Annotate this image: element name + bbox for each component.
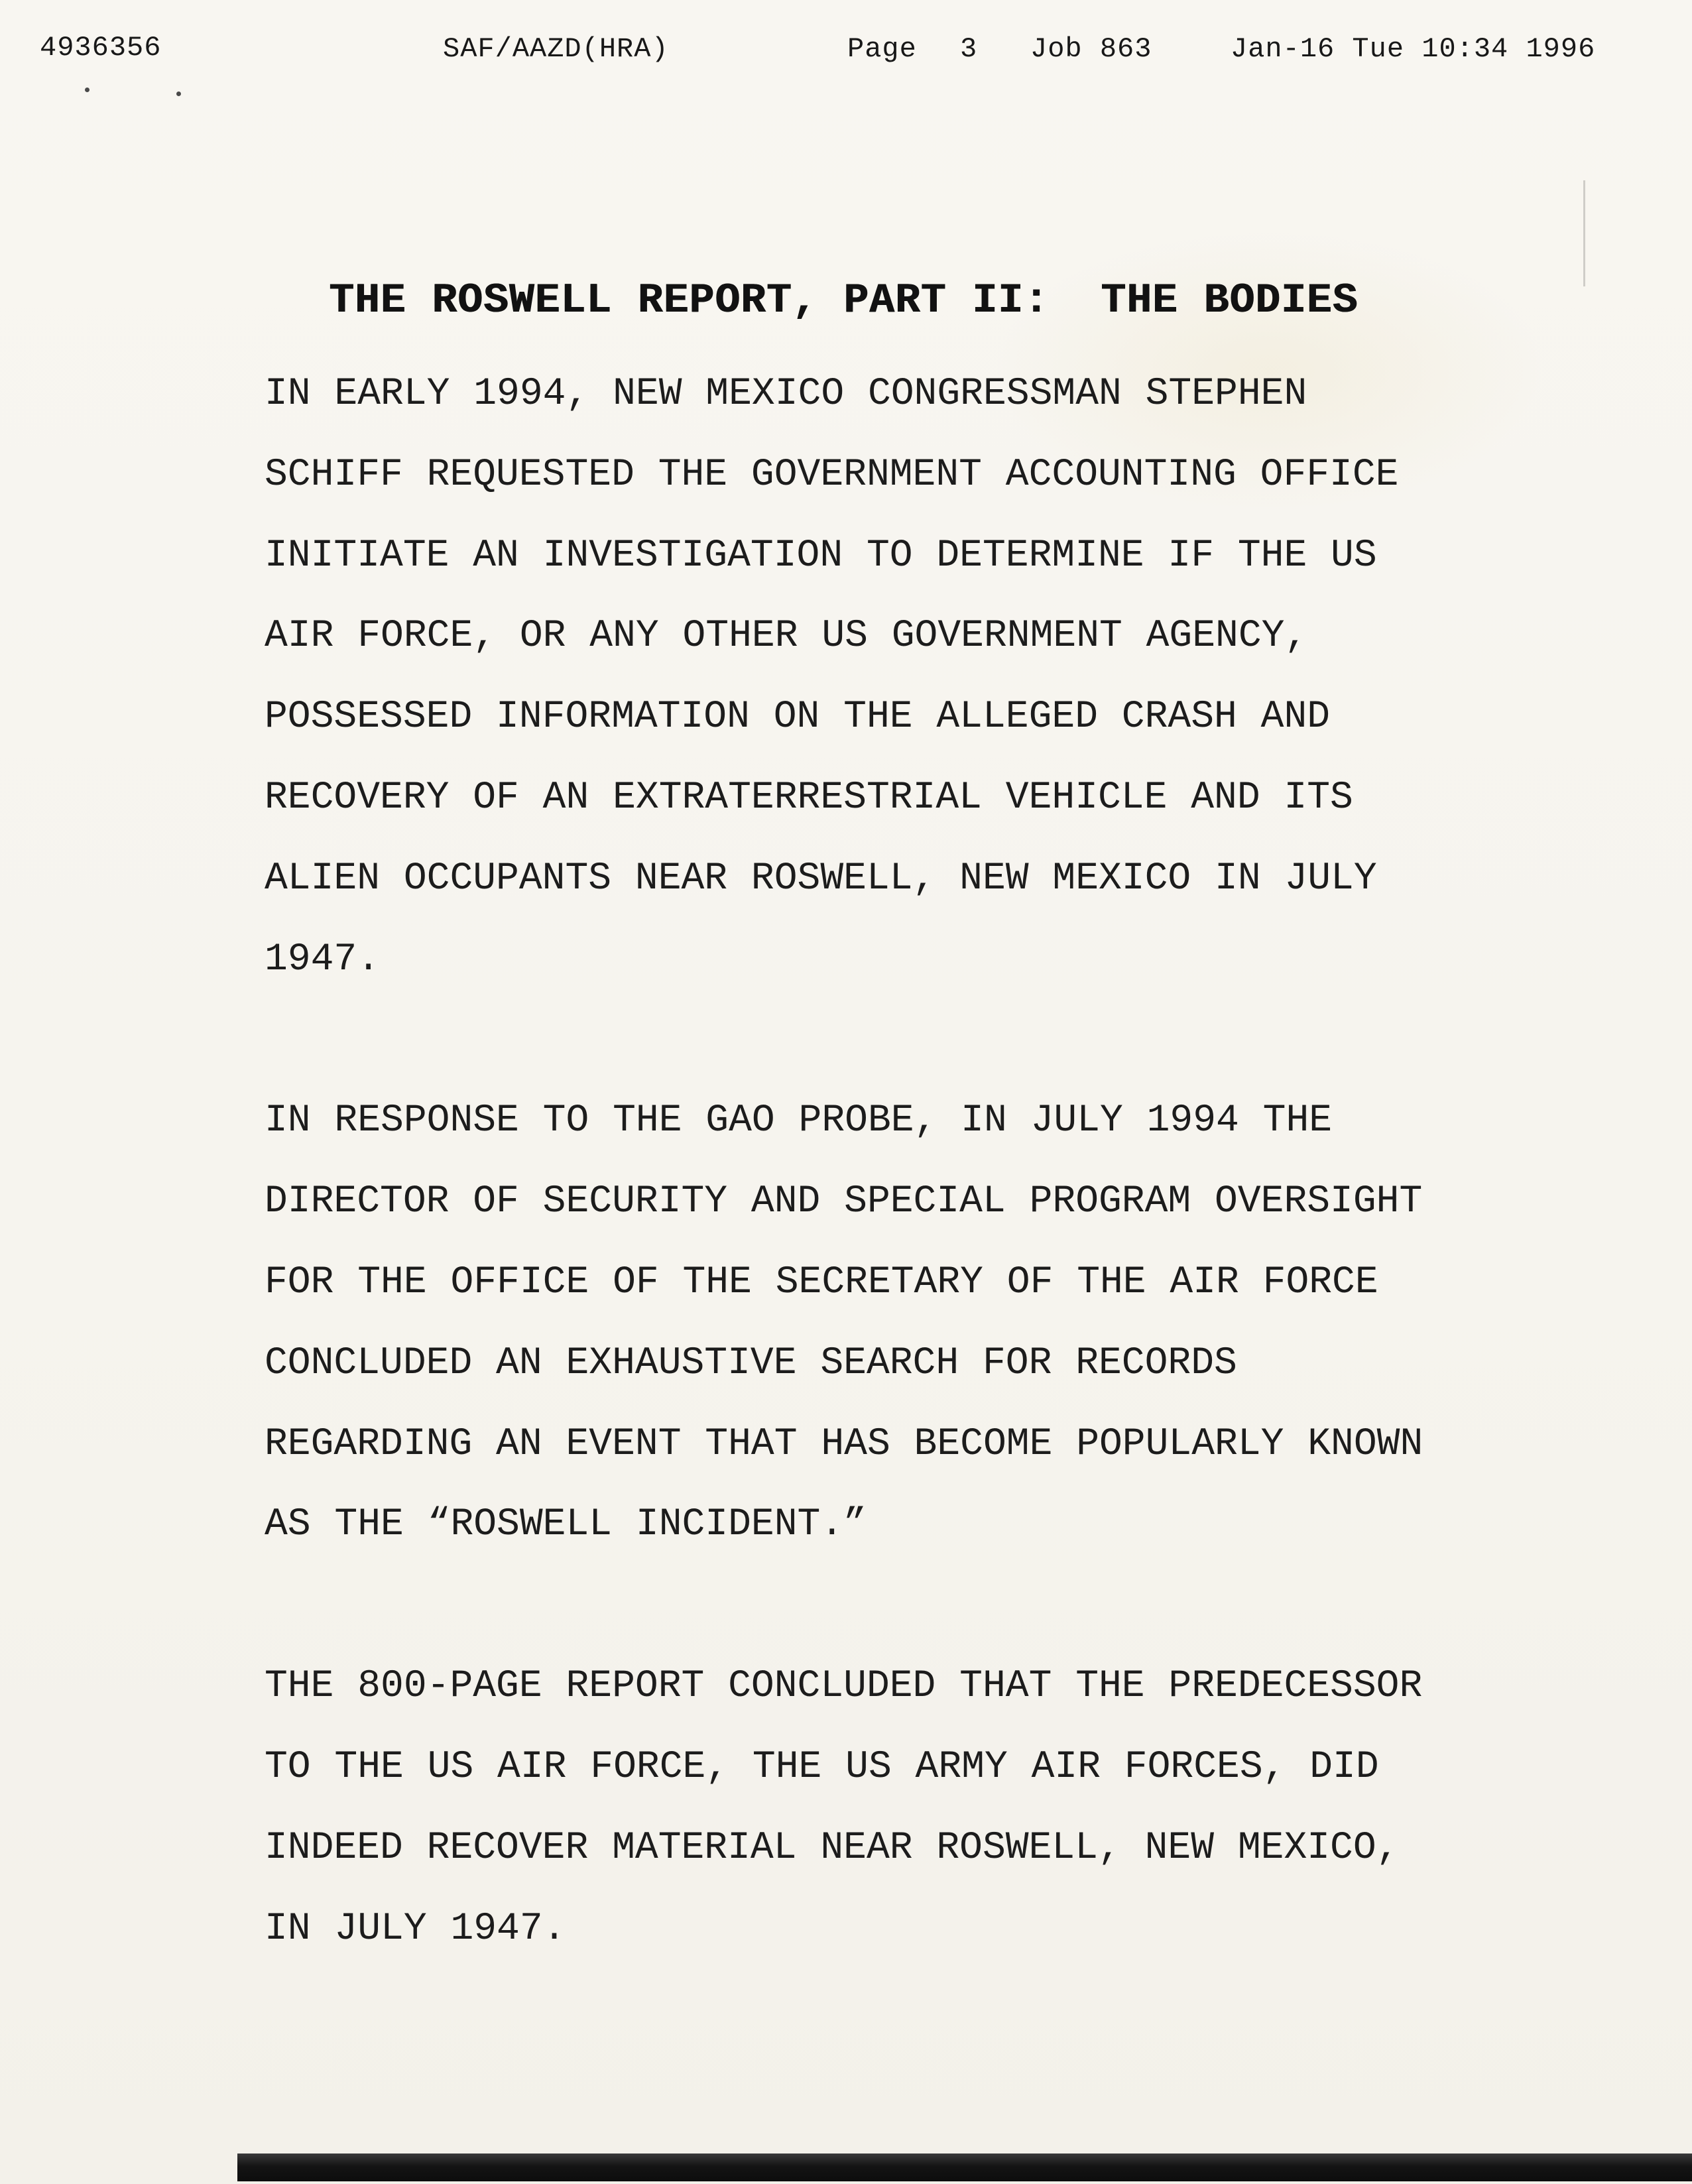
header-datetime: Jan-16 Tue 10:34 1996: [1231, 33, 1596, 65]
scan-speck: [176, 91, 181, 96]
document-body: [265, 354, 1430, 2050]
paragraph: IN RESPONSE TO THE GAO PROBE, IN JULY 1994 THE DIRECTOR OF SECURITY AND SPECIAL PROGRAM OVERSIGHT FOR THE OFFICE OF THE SECRETARY OF THE AIR FORCE CONCLUDED AN EXHAUSTIVE SEARCH FOR RECORDS REGARDING AN EVENT THAT HAS BECOME POPULARLY KNOWN AS THE “ROSWELL INCIDENT.”: [265, 1099, 1423, 1547]
header-page-label: Page: [847, 33, 917, 65]
header-job-number: Job 863: [1030, 33, 1152, 65]
scan-bottom-bar: [237, 2154, 1692, 2181]
header-office: SAF/AAZD(HRA): [443, 33, 669, 65]
document-title: THE ROSWELL REPORT, PART II: THE BODIES: [329, 277, 1359, 324]
header-doc-number: 4936356: [40, 32, 162, 64]
header-page-number: 3: [960, 33, 978, 65]
scan-line-artifact: [1583, 180, 1585, 286]
paragraph: THE 800-PAGE REPORT CONCLUDED THAT THE PREDECESSOR TO THE US AIR FORCE, THE US ARMY AIR FORCES, DID INDEED RECOVER MATERIAL NEAR ROSWELL, NEW MEXICO, IN JULY 1947.: [265, 1665, 1423, 1951]
scan-speck: [85, 88, 90, 92]
paragraph: IN EARLY 1994, NEW MEXICO CONGRESSMAN STEPHEN SCHIFF REQUESTED THE GOVERNMENT ACCOUNTING OFFICE INITIATE AN INVESTIGATION TO DETERMINE IF THE US AIR FORCE, OR ANY OTHER US GOVERNMENT AGENCY, POSSESSED INFORMATION ON THE ALLEGED CRASH AND RECOVERY OF AN EXTRATERRESTRIAL VEHICLE AND ITS ALIEN OCCUPANTS NEAR ROSWELL, NEW MEXICO IN JULY 1947.: [265, 373, 1399, 981]
